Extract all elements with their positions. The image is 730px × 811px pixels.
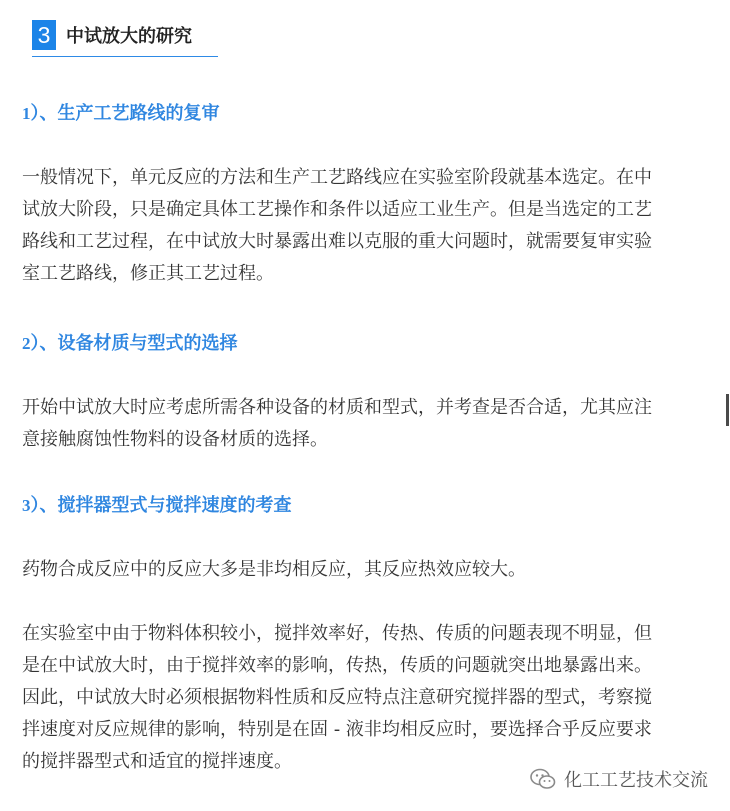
paragraph-line: 路线和工艺过程，在中试放大时暴露出难以克服的重大问题时，就需要复审实验 [22, 231, 652, 252]
subheading-2 [22, 332, 238, 356]
subheading-3 [22, 494, 292, 518]
paragraph-heterogeneous-reaction [22, 554, 712, 586]
paragraph-line: 因此，中试放大时必须根据物料性质和反应特点注意研究搅拌器的型式，考察搅 [22, 687, 652, 708]
subheading-1-number: 1 [22, 104, 31, 123]
paragraph-line: 拌速度对反应规律的影响，特别是在固 - 液非均相反应时，要选择合乎反应要求 [22, 719, 652, 740]
watermark [530, 764, 708, 794]
section-header [32, 20, 218, 57]
paragraph-stirring [22, 618, 712, 778]
subheading-1 [22, 102, 220, 126]
paragraph-line: 室工艺路线，修正其工艺过程。 [22, 263, 274, 284]
paragraph-equipment-material [22, 392, 712, 456]
subheading-2-number: 2 [22, 334, 31, 353]
subheading-3-text: ）、搅拌器型式与搅拌速度的考查 [30, 495, 292, 516]
subheading-3-number: 3 [22, 496, 31, 515]
paragraph-line: 在实验室中由于物料体积较小，搅拌效率好，传热、传质的问题表现不明显，但 [22, 623, 652, 644]
scrollbar-thumb[interactable] [726, 394, 729, 426]
paragraph-line: 药物合成反应中的反应大多是非均相反应，其反应热效应较大。 [22, 559, 526, 580]
subheading-1-text: ）、生产工艺路线的复审 [30, 103, 220, 124]
paragraph-route-review [22, 162, 712, 290]
paragraph-line: 一般情况下，单元反应的方法和生产工艺路线应在实验室阶段就基本选定。在中 [22, 167, 652, 188]
section-title: 中试放大的研究 [66, 26, 192, 47]
paragraph-line: 是在中试放大时，由于搅拌效率的影响，传热，传质的问题就突出地暴露出来。 [22, 655, 652, 676]
wechat-icon [530, 768, 556, 790]
paragraph-line: 的搅拌器型式和适宜的搅拌速度。 [22, 751, 292, 772]
section-number-badge: 3 [32, 20, 56, 50]
paragraph-line: 意接触腐蚀性物料的设备材质的选择。 [22, 429, 328, 450]
watermark-text: 化工工艺技术交流 [564, 770, 708, 791]
paragraph-line: 开始中试放大时应考虑所需各种设备的材质和型式，并考查是否合适，尤其应注 [22, 397, 652, 418]
paragraph-line: 试放大阶段，只是确定具体工艺操作和条件以适应工业生产。但是当选定的工艺 [22, 199, 652, 220]
subheading-2-text: ）、设备材质与型式的选择 [30, 333, 238, 354]
